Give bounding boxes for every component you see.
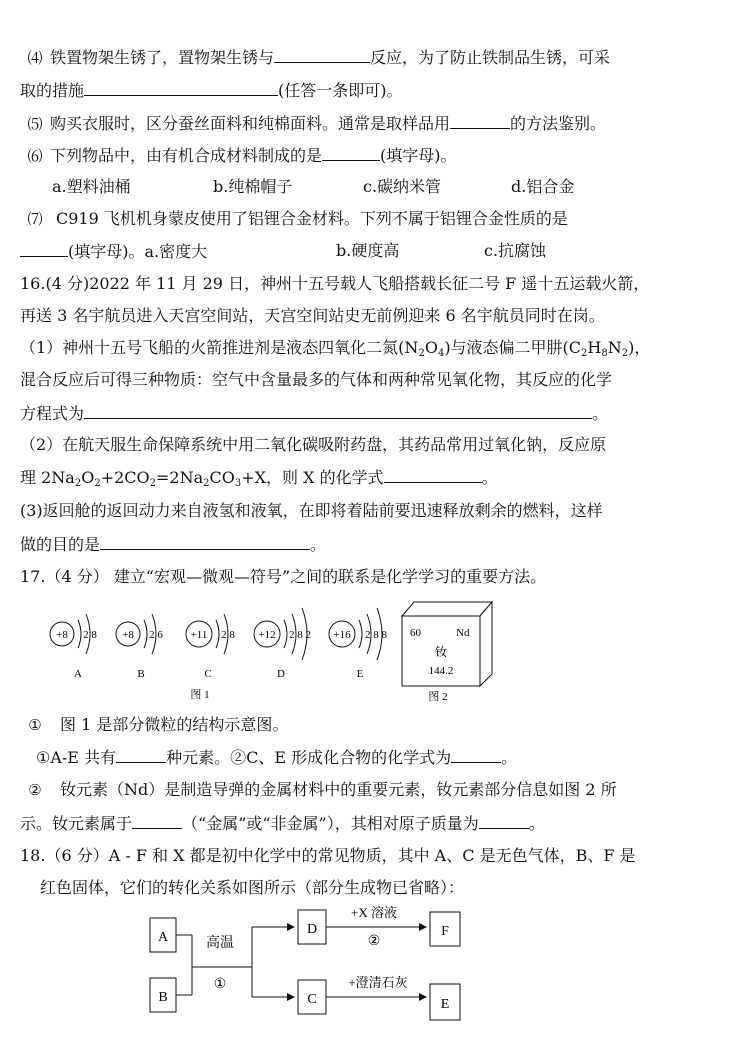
condition-x-solution: +X 溶液 (351, 905, 397, 920)
electron-shells: 2 8 8 (365, 629, 387, 641)
step-2-marker: ② (367, 934, 381, 949)
answer-blank[interactable] (84, 79, 278, 96)
box-f-label: F (441, 924, 449, 939)
text: 。 (528, 814, 545, 833)
electron-shells: 2 8 (83, 629, 97, 641)
nucleus-charge: +8 (56, 629, 68, 641)
atomic-number: 60 (410, 627, 421, 639)
q18-head: 18.（6 分）A - F 和 X 都是初中化学中的常见物质，其中 A、C 是无色气体，B、F 是 (20, 846, 636, 865)
answer-blank[interactable] (479, 812, 529, 829)
q17-part2-line2 (20, 812, 545, 835)
text: )， (628, 338, 651, 357)
q16-sub1-line1: （1）神州十五号飞船的火箭推进剂是液态四氧化二氮$(N_2O_4)$与液态偏二甲肼$(C_2H_8N_2)$， (20, 338, 651, 359)
part-number: ⑷ (27, 49, 43, 67)
q16-sub3-line2 (20, 533, 326, 556)
atom-label: E (356, 668, 364, 680)
part-number: ① (28, 716, 42, 734)
text: 。 (592, 404, 609, 423)
option[interactable]: c.碳纳米管 (363, 177, 442, 196)
text: 理 2Na (20, 468, 75, 487)
q17-part1-sub (36, 746, 517, 769)
atom-label: B (137, 668, 145, 680)
box-a-label: A (157, 930, 169, 945)
text: 方程式为 (20, 404, 85, 423)
text: C919 飞机机身蒙皮使用了铝锂合金材料。下列不属于铝锂合金性质的是 (56, 209, 568, 228)
text: +X，则 X 的化学式 (241, 468, 384, 487)
box-c-label: C (307, 992, 317, 1007)
text: H (587, 338, 602, 357)
step-1-marker: ① (213, 977, 227, 992)
text: 种元素。②C、E 形成化合物的化学式为 (166, 748, 452, 767)
atom-diagram-c (186, 614, 235, 680)
electron-shells: 2 8 2 (289, 629, 311, 641)
q15-part6 (20, 144, 457, 167)
q15-part5 (20, 112, 606, 135)
answer-blank[interactable] (322, 144, 380, 161)
conversion-flowchart (140, 900, 470, 1030)
atom-diagram-a (50, 614, 97, 680)
nucleus-charge: +16 (333, 629, 351, 641)
answer-blank[interactable] (100, 533, 310, 550)
q16-sub2-line2: 理 $2Na_2O_2+2CO_2=2Na_2CO_3+X$，则 X 的化学式 。 (20, 468, 498, 489)
q17-part2-line1 (20, 779, 617, 801)
answer-blank[interactable] (450, 112, 510, 129)
text: 钕元素（Nd）是制造导弹的金属材料中的重要元素，钕元素部分信息如图 2 所 (60, 780, 617, 799)
box-b-label: B (158, 990, 168, 1005)
part-number: ② (28, 781, 42, 799)
atom-diagram-d (254, 608, 311, 680)
atom-label: D (277, 668, 285, 680)
text: 铁置物架生锈了，置物架生锈与 (50, 48, 275, 67)
text: O (424, 338, 438, 357)
text: 下列物品中，由有机合成材料制成的是 (50, 146, 323, 165)
text: 反应，为了防止铁制品生锈，可采 (370, 48, 611, 67)
box-e-label: E (440, 997, 450, 1012)
q17-head: 17.（4 分） 建立“宏观—微观—符号”之间的联系是化学学习的重要方法。 (20, 567, 547, 586)
option[interactable]: a.塑料油桶 (52, 177, 131, 196)
q16-line2: 再送 3 名宇航员进入天宫空间站，天宫空间站史无前例迎来 6 名宇航员同时在岗。 (20, 306, 605, 325)
text: 图 1 是部分微粒的结构示意图。 (60, 715, 289, 734)
answer-blank[interactable] (451, 746, 501, 763)
nucleus-charge: +11 (190, 629, 208, 641)
part-number: ⑺ (27, 210, 43, 228)
q16-sub1-line3 (20, 402, 608, 425)
atom-label: A (74, 668, 82, 680)
q15-part7-line1 (20, 208, 568, 230)
text: 。 (501, 748, 518, 767)
atom-diagram-e (329, 608, 388, 680)
element-card-figure (396, 598, 500, 708)
text: =2Na (156, 468, 204, 487)
q16-sub1-line2: 混合反应后可得三种物质：空气中含量最多的气体和两种常见氧化物，其反应的化学 (20, 370, 613, 389)
text: （1）神州十五号飞船的火箭推进剂是液态四氧化二氮(N (20, 338, 419, 357)
nucleus-charge: +12 (258, 629, 276, 641)
option[interactable]: d.铝合金 (511, 177, 575, 196)
text: 。 (481, 468, 498, 487)
electron-shells: 2 6 (149, 629, 163, 641)
atomic-mass: 144.2 (428, 665, 454, 677)
electron-shells: 2 8 (221, 629, 235, 641)
answer-blank[interactable] (84, 402, 592, 419)
answer-blank[interactable] (116, 746, 166, 763)
text: （“金属”或“非金属”），其相对原子质量为 (182, 814, 479, 833)
text: ①A-E 共有 (36, 748, 117, 767)
text: 购买衣服时，区分蚕丝面料和纯棉面料。通常是取样品用 (50, 114, 451, 133)
condition-limewater: +澄清石灰 (348, 975, 408, 990)
text: )与液态偏二甲肼(C (444, 338, 582, 357)
text: O (81, 468, 95, 487)
answer-blank[interactable] (274, 46, 370, 63)
answer-blank[interactable] (132, 812, 182, 829)
atom-label: C (204, 668, 212, 680)
q15-part4-line1 (20, 46, 610, 69)
answer-blank[interactable] (20, 240, 68, 257)
part-number: ⑸ (27, 115, 43, 133)
element-name: 钕 (434, 645, 448, 659)
figure-caption-2: 图 2 (428, 691, 448, 703)
option[interactable]: c.抗腐蚀 (484, 241, 547, 260)
text: 的方法鉴别。 (510, 114, 607, 133)
q17-part1 (20, 714, 288, 736)
text: 取的措施 (20, 81, 85, 100)
text: CO (209, 468, 235, 487)
option[interactable]: b.硬度高 (336, 241, 400, 260)
condition-high-temp: 高温 (206, 936, 234, 951)
text: (填字母)。 (380, 146, 457, 165)
text: (任答一条即可)。 (278, 81, 403, 100)
text: (填字母)。a.密度大 (68, 242, 208, 261)
q16-head: 16.(4 分)2022 年 11 月 29 日，神州十五号载人飞船搭载长征二号 F 遥十五运载火箭， (20, 274, 650, 293)
q16-sub2-line1: （2）在航天服生命保障系统中用二氧化碳吸附药盘，其药品常用过氧化钠，反应原 (20, 435, 607, 454)
nucleus-charge: +8 (122, 629, 134, 641)
q18-line2: 红色固体，它们的转化关系如图所示（部分生成物已省略）： (40, 878, 465, 897)
option[interactable]: b.纯棉帽子 (213, 177, 293, 196)
text: 示。钕元素属于 (20, 814, 133, 833)
q16-sub3-line1: (3)返回舱的返回动力来自液氢和液氧，在即将着陆前要迅速释放剩余的燃料，这样 (20, 501, 603, 520)
part-number: ⑹ (27, 147, 43, 165)
text: 做的目的是 (20, 535, 101, 554)
q15-part4-line2 (20, 79, 403, 102)
element-symbol: Nd (456, 627, 470, 639)
text: 。 (310, 535, 327, 554)
atom-diagram-b (116, 614, 163, 680)
text: N (607, 338, 622, 357)
answer-blank[interactable] (384, 466, 482, 483)
box-d-label: D (306, 922, 318, 937)
q15-part7-line2 (20, 240, 547, 263)
text: +2CO (100, 468, 150, 487)
figure-caption-1: 图 1 (190, 689, 210, 701)
